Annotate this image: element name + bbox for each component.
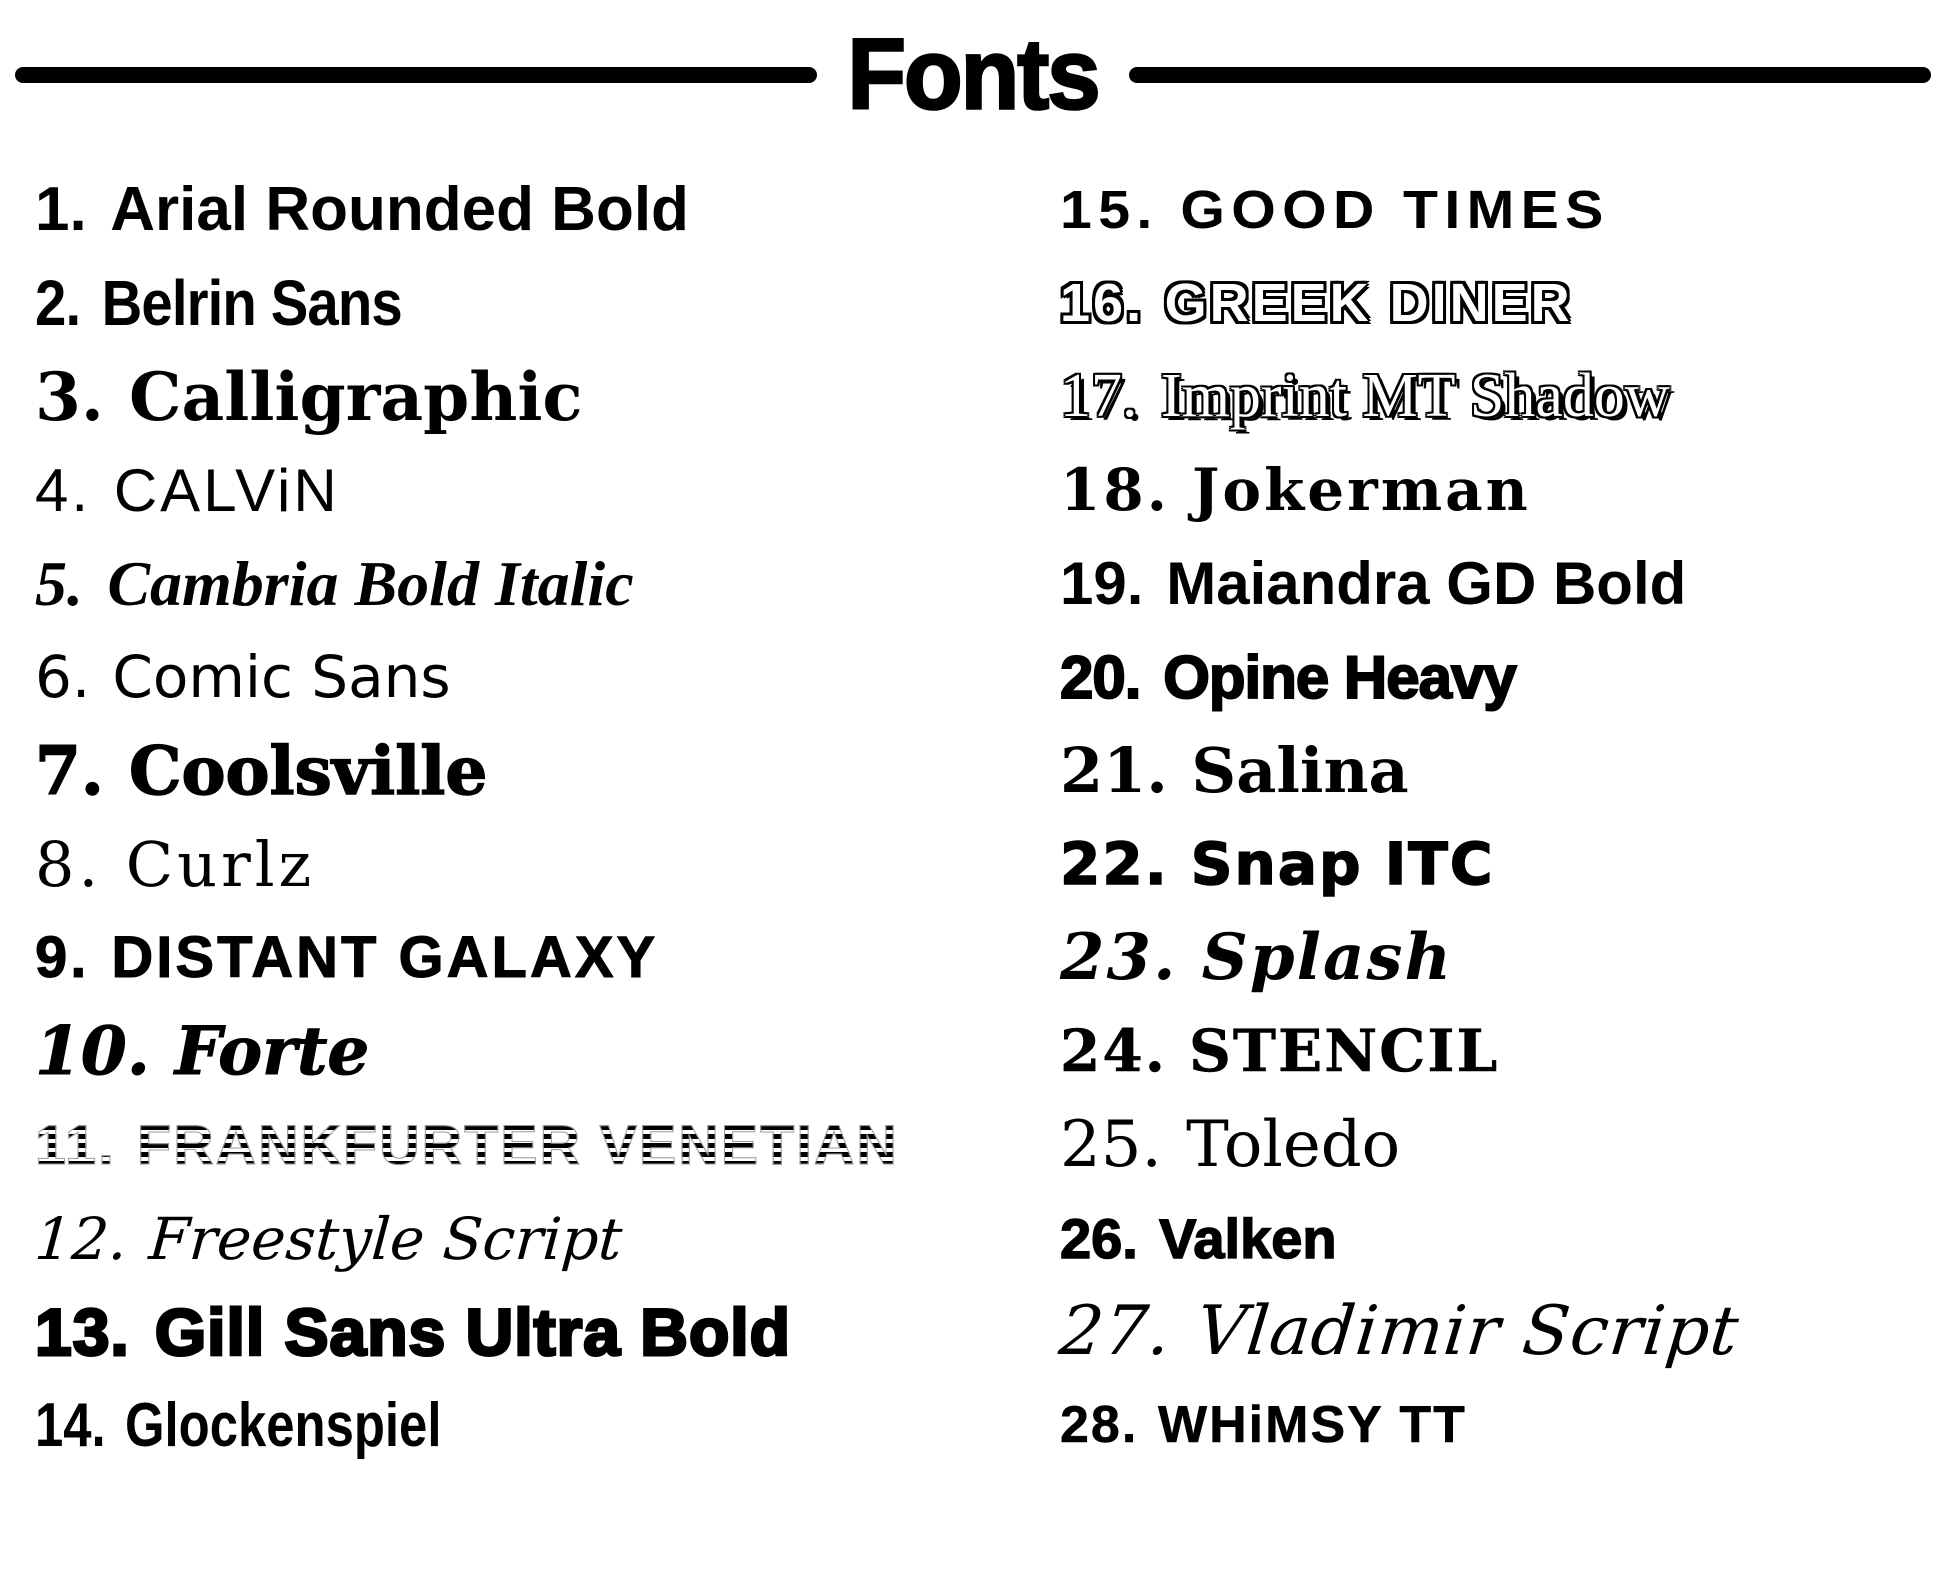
- font-item-number: 6.: [35, 643, 91, 712]
- font-item-name: Cambria Bold Italic: [107, 547, 634, 619]
- page-title: Fonts: [847, 18, 1099, 131]
- font-list-item: [1060, 444, 1946, 538]
- font-item-number: 8.: [35, 827, 103, 901]
- font-item-number: 22.: [1060, 830, 1169, 899]
- font-list: [32, 163, 1946, 1472]
- font-item-number: 28.: [1060, 1396, 1139, 1455]
- font-item-name: Snap ITC: [1190, 830, 1495, 899]
- font-list-item: [35, 724, 1060, 818]
- font-item-name: GREEK DINER: [1164, 273, 1573, 334]
- font-item-number: 18.: [1060, 456, 1170, 525]
- font-item-number: 4.: [35, 456, 92, 524]
- font-list-item: [1060, 1098, 1946, 1192]
- font-item-name: DISTANT GALAXY: [111, 925, 659, 991]
- font-item-name: CALViN: [113, 456, 340, 524]
- font-item-name: Forte: [174, 1012, 370, 1091]
- font-list-column-left: [32, 163, 1060, 1472]
- font-list-item: [1060, 163, 1946, 257]
- font-item-name: Freestyle Script: [146, 1204, 625, 1273]
- font-item-name: STENCIL: [1188, 1017, 1500, 1086]
- font-item-number: 25.: [1060, 1107, 1162, 1182]
- font-item-name: WHiMSY TT: [1158, 1396, 1467, 1455]
- font-list-item: [35, 631, 1060, 725]
- font-item-number: 14.: [35, 1390, 106, 1460]
- font-item-name: Imprint MT Shadow: [1161, 362, 1670, 431]
- page-header: [0, 14, 1946, 136]
- font-list-item: [35, 537, 1060, 631]
- font-list-item: [35, 1285, 1060, 1379]
- font-list-item: [1060, 911, 1946, 1005]
- font-item-number: 11.: [35, 1113, 116, 1177]
- font-item-number: 24.: [1060, 1017, 1167, 1086]
- font-item-number: 17.: [1060, 362, 1138, 431]
- font-item-name: Arial Rounded Bold: [110, 175, 689, 245]
- font-item-number: 2.: [35, 267, 81, 340]
- font-item-number: 10.: [35, 1012, 150, 1091]
- font-item-name: GOOD TIMES: [1180, 179, 1610, 240]
- font-item-name: Opine Heavy: [1163, 643, 1516, 711]
- font-list-item: [1055, 1285, 1946, 1379]
- font-item-name: Comic Sans: [112, 643, 451, 712]
- font-item-name: Toledo: [1186, 1107, 1401, 1182]
- font-list-item: [1060, 724, 1946, 818]
- font-list-item: [1060, 631, 1946, 725]
- font-item-number: 5.: [35, 547, 83, 619]
- font-item-number: 7.: [35, 731, 104, 810]
- font-item-number: 9.: [35, 925, 90, 991]
- font-item-number: 21.: [1060, 734, 1168, 808]
- font-item-name: Jokerman: [1191, 456, 1531, 525]
- font-list-item: [35, 350, 1060, 444]
- font-item-number: 20.: [1060, 643, 1141, 711]
- font-item-name: Vladimir Script: [1192, 1292, 1743, 1372]
- font-list-item: [1060, 350, 1946, 444]
- font-list-item: [32, 1192, 1064, 1286]
- font-list-item: [1060, 818, 1946, 912]
- font-list-item: [35, 163, 1060, 257]
- font-item-number: 19.: [1060, 550, 1144, 618]
- font-item-name: FRANKFURTER VENETIAN: [137, 1113, 899, 1177]
- font-list-item: [35, 911, 1060, 1005]
- font-item-number: 16.: [1060, 273, 1145, 334]
- header-rule-right: [1129, 67, 1931, 83]
- font-item-number: 26.: [1060, 1206, 1138, 1270]
- font-list-item: [1060, 537, 1946, 631]
- font-item-name: Salina: [1191, 734, 1409, 808]
- font-list-item: [1060, 1192, 1946, 1286]
- font-list-item: [35, 1379, 876, 1473]
- font-list-item: [1060, 1379, 1946, 1473]
- font-item-number: 15.: [1060, 179, 1159, 240]
- font-item-number: 1.: [35, 175, 87, 245]
- font-list-item: [1060, 1005, 1946, 1099]
- font-item-number: 27.: [1055, 1292, 1176, 1372]
- font-item-name: Gill Sans Ultra Bold: [154, 1294, 791, 1369]
- font-list-column-right: [1055, 163, 1946, 1472]
- font-list-item: [35, 1005, 1060, 1099]
- font-list-item: [35, 818, 1060, 912]
- font-item-name: Coolsville: [128, 731, 488, 810]
- font-item-name: Belrin Sans: [101, 267, 402, 340]
- font-item-name: Valken: [1159, 1206, 1337, 1270]
- header-rule-left: [15, 67, 817, 83]
- font-item-name: Splash: [1201, 920, 1453, 996]
- font-item-name: Glockenspiel: [124, 1390, 442, 1460]
- font-item-number: 3.: [35, 357, 104, 436]
- font-item-name: Curlz: [125, 827, 316, 901]
- font-item-name: Calligraphic: [128, 357, 583, 436]
- font-list-item: [35, 444, 1060, 538]
- font-list-item: [35, 1098, 1060, 1192]
- font-list-item: [35, 257, 937, 351]
- font-item-number: 13.: [35, 1294, 130, 1369]
- font-item-number: 23.: [1060, 920, 1178, 996]
- font-item-number: 12.: [32, 1204, 130, 1273]
- font-list-item: [1060, 257, 1946, 351]
- font-item-name: Maiandra GD Bold: [1166, 550, 1687, 618]
